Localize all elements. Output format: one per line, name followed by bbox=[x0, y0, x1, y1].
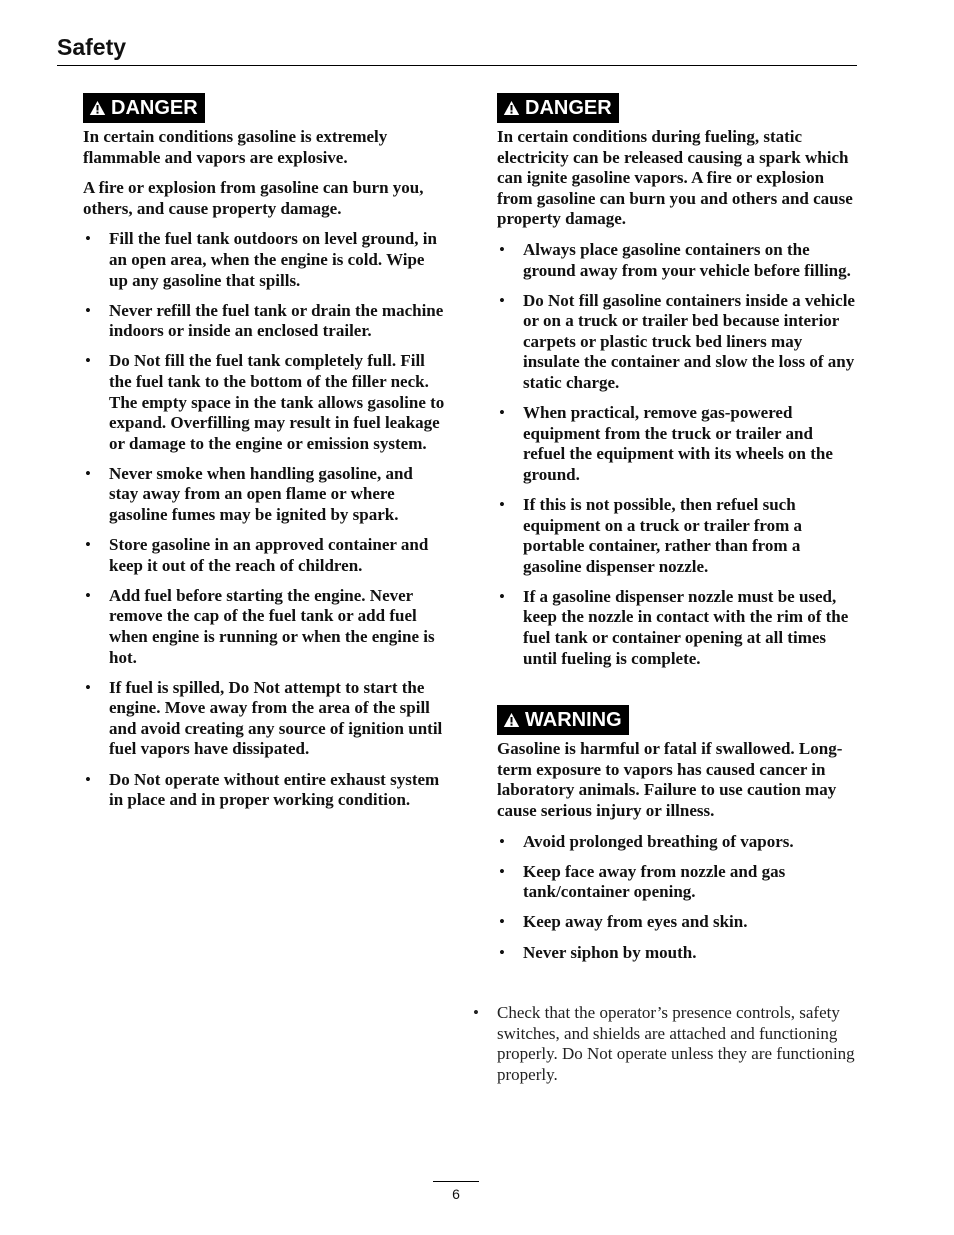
bullet-glyph: • bbox=[473, 1003, 479, 1022]
danger-intro: A fire or explosion from gasoline can burn you, others, and cause property damage. bbox=[83, 178, 424, 218]
list-item: • If this is not possible, then refuel such equipment on a truck or trailer from a portable container, rather than from a gasoline dispenser nozzle. bbox=[497, 495, 859, 577]
list-item: • Never smoke when handling gasoline, and stay away from an open flame or where gasoline fumes may be ignited by spark. bbox=[83, 464, 445, 526]
list-item: • Always place gasoline containers on the ground away from your vehicle before filling. bbox=[497, 240, 859, 281]
warning-triangle-icon bbox=[89, 100, 106, 116]
page-title: Safety bbox=[57, 34, 127, 60]
danger-bullet-list bbox=[497, 240, 859, 669]
list-item: • Keep away from eyes and skin. bbox=[497, 912, 859, 933]
list-item: • Do Not fill gasoline containers inside a vehicle or on a truck or trailer bed because interior carpets or plastic truck bed liners may insulate the container and slow the loss of any static charge. bbox=[497, 291, 859, 394]
list-item: • When practical, remove gas-powered equipment from the truck or trailer and refuel the equipment with its wheels on the ground. bbox=[497, 403, 859, 485]
list-item: • Never siphon by mouth. bbox=[497, 943, 859, 964]
list-item: • Avoid prolonged breathing of vapors. bbox=[497, 832, 859, 853]
warning-intro: Gasoline is harmful or fatal if swallowed. Long-term exposure to vapors has caused cancer in laboratory animals. Failure to use caution may cause serious injury or illness. bbox=[497, 739, 843, 821]
operator-controls-note bbox=[471, 1003, 861, 1085]
list-item: • Do Not fill the fuel tank completely full. Fill the fuel tank to the bottom of the filler neck. The empty space in the tank allows gasoline to expand. Overfilling may result in fuel leakage or damage to the engine or emission system. bbox=[83, 351, 445, 454]
left-column bbox=[83, 93, 445, 820]
danger-label: DANGER bbox=[111, 97, 198, 119]
list-item: • If fuel is spilled, Do Not attempt to start the engine. Move away from the area of the spill and avoid creating any source of ignition until fuel vapors have dissipated. bbox=[83, 678, 445, 760]
list-item: • Keep face away from nozzle and gas tank/container opening. bbox=[497, 862, 859, 903]
danger-badge bbox=[497, 93, 619, 123]
note-text: Check that the operator’s presence controls, safety switches, and shields are attached and functioning properly. Do Not operate unless they are functioning properly. bbox=[497, 1003, 855, 1084]
warning-block bbox=[497, 705, 859, 963]
page-header bbox=[57, 33, 857, 66]
list-item: • Never refill the fuel tank or drain the machine indoors or inside an enclosed trailer. bbox=[83, 301, 445, 342]
list-item: • Store gasoline in an approved container and keep it out of the reach of children. bbox=[83, 535, 445, 576]
danger-intro: In certain conditions during fueling, static electricity can be released causing a spark which can ignite gasoline vapors. A fire or explosion from gasoline can burn you and others and cause property damage. bbox=[497, 127, 853, 229]
list-item: • Do Not operate without entire exhaust system in place and in proper working condition. bbox=[83, 770, 445, 811]
danger-badge bbox=[83, 93, 205, 123]
warning-bullet-list bbox=[497, 832, 859, 963]
warning-label: WARNING bbox=[525, 709, 622, 732]
footer-rule bbox=[433, 1181, 479, 1182]
warning-badge bbox=[497, 705, 629, 735]
right-column bbox=[497, 93, 859, 973]
warning-triangle-icon bbox=[503, 100, 520, 116]
danger-label: DANGER bbox=[525, 97, 612, 119]
list-item: • Add fuel before starting the engine. Never remove the cap of the fuel tank or add fuel when engine is running or when the engine is hot. bbox=[83, 586, 445, 668]
page-number: 6 bbox=[452, 1186, 460, 1202]
list-item: • If a gasoline dispenser nozzle must be used, keep the nozzle in contact with the rim of the fuel tank or container opening at all times until fueling is complete. bbox=[497, 587, 859, 669]
danger-bullet-list bbox=[83, 229, 445, 810]
danger-intro: In certain conditions gasoline is extremely flammable and vapors are explosive. bbox=[83, 127, 388, 167]
list-item: • Fill the fuel tank outdoors on level ground, in an open area, when the engine is cold. Wipe up any gasoline that spills. bbox=[83, 229, 445, 291]
warning-triangle-icon bbox=[503, 712, 520, 728]
